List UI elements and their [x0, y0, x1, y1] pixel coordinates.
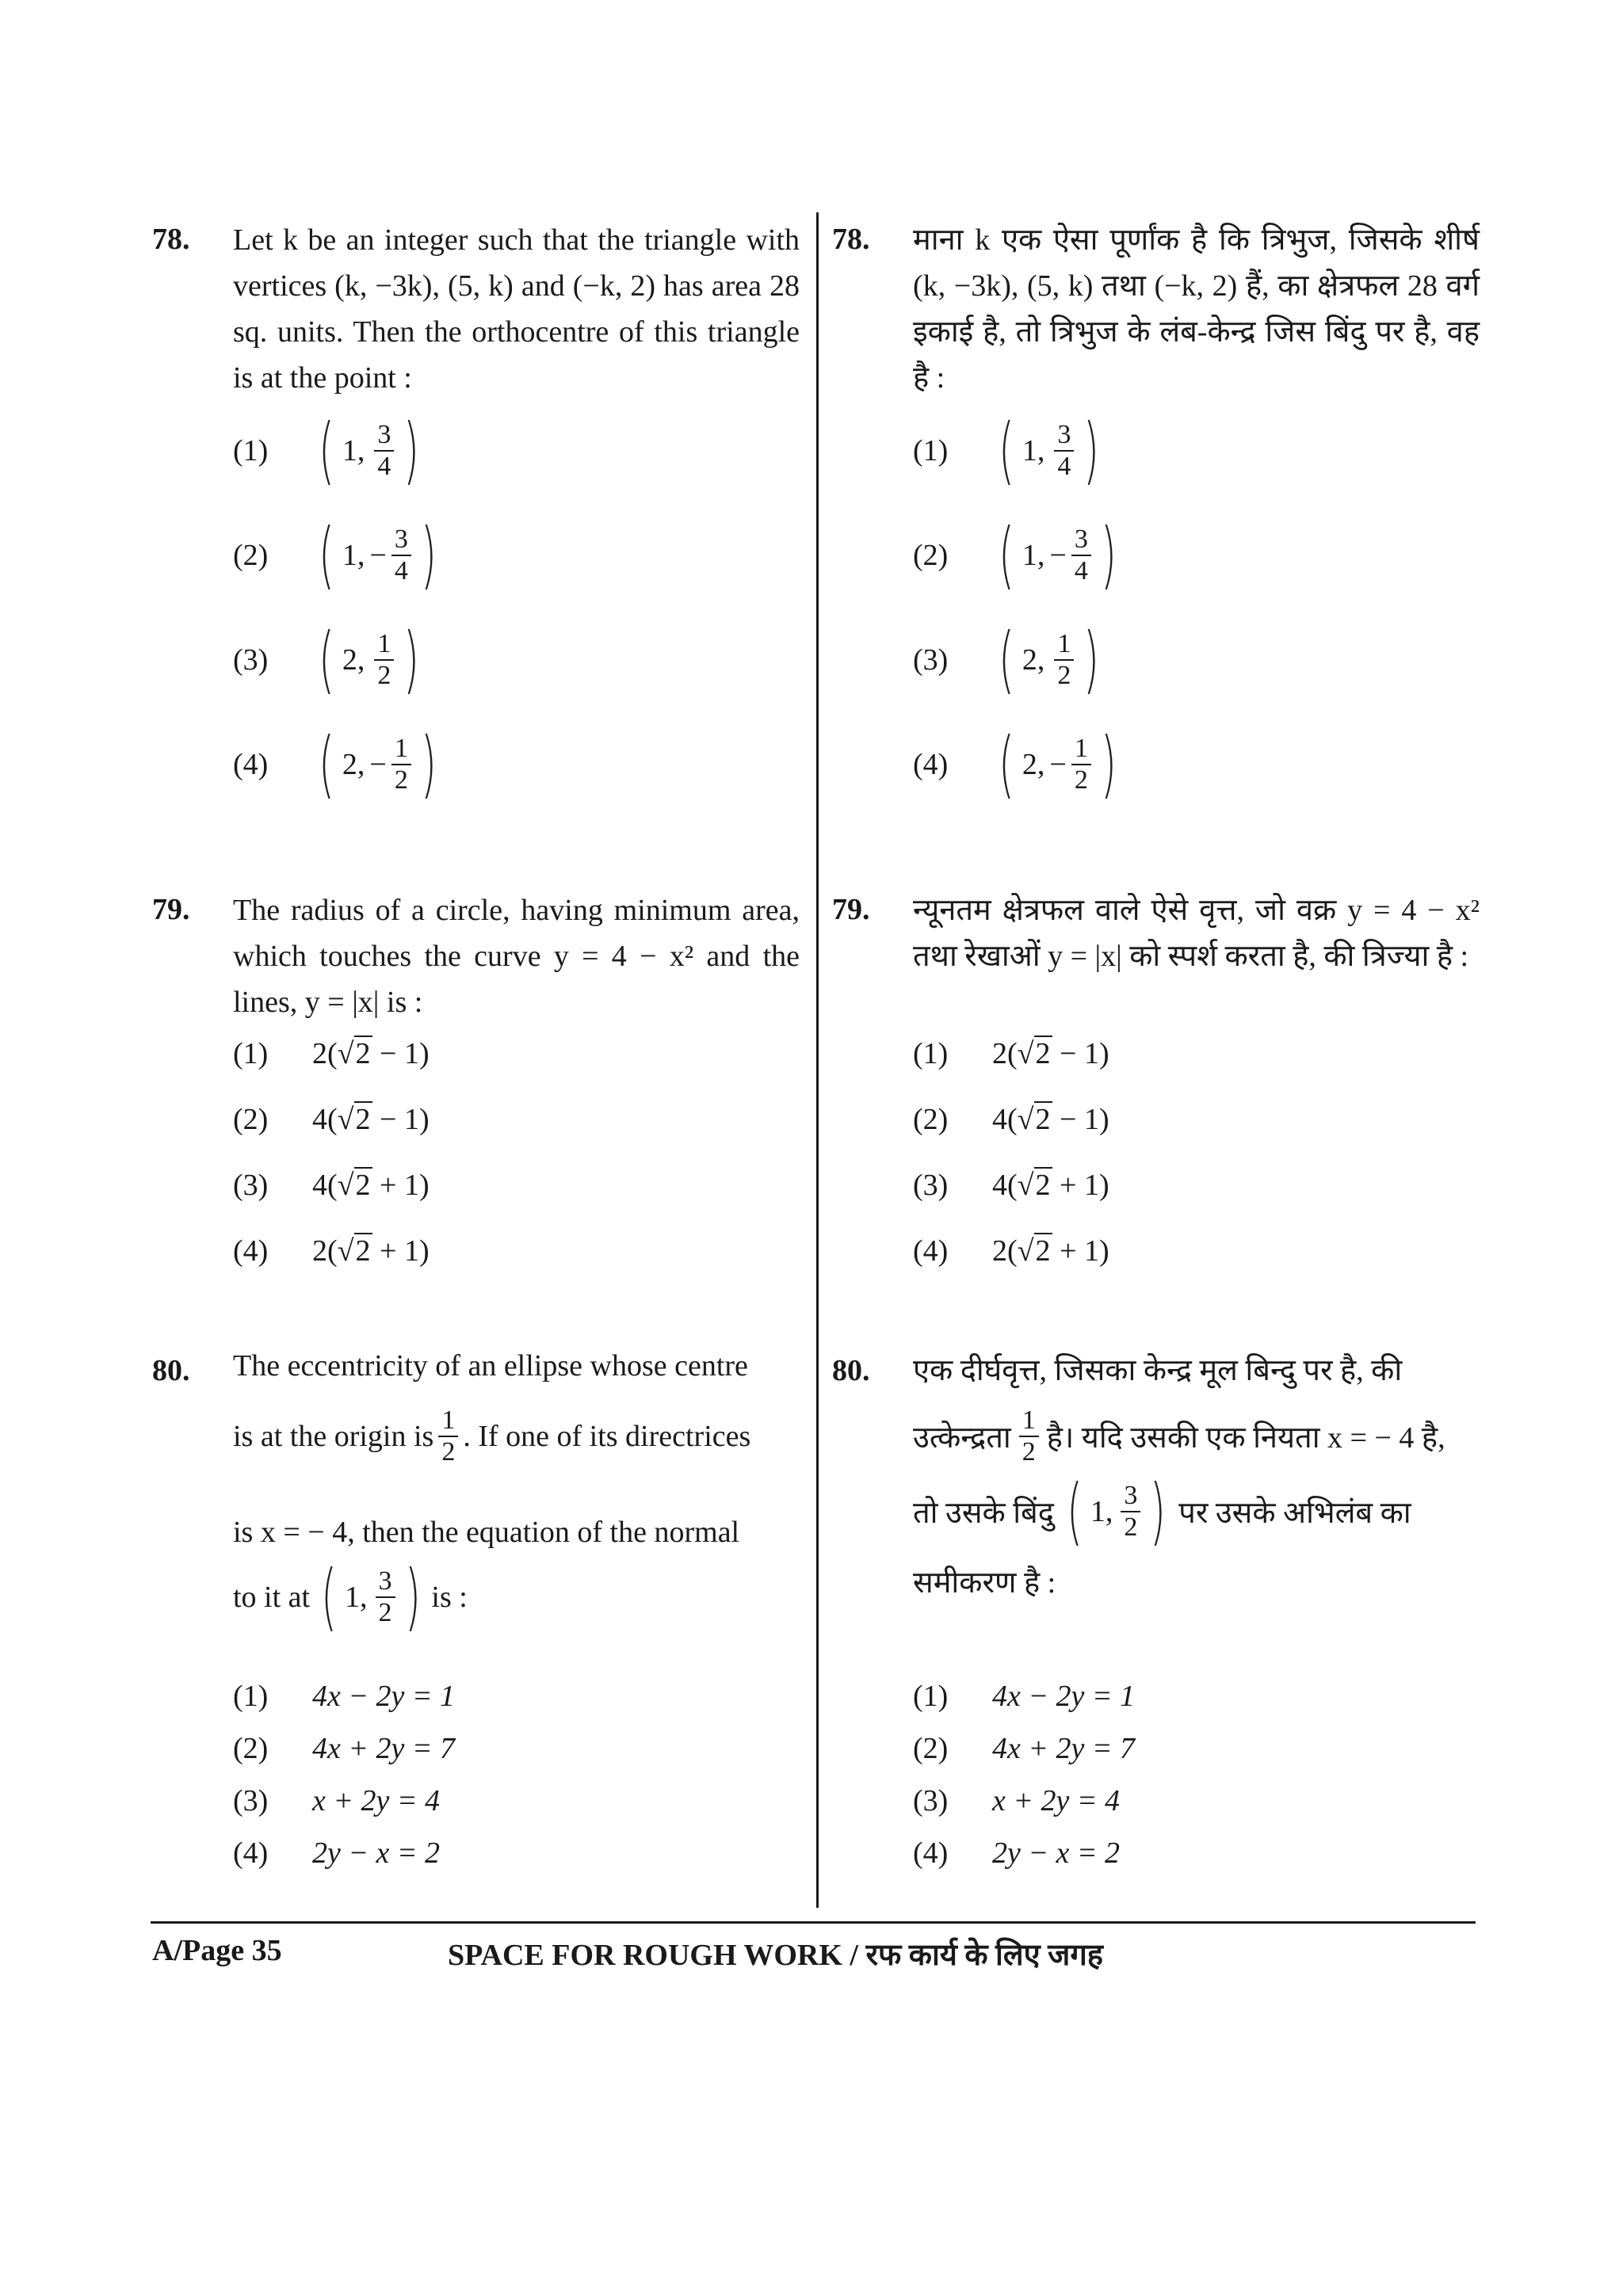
option-4: [913, 722, 1123, 807]
fraction-denominator: 4: [374, 450, 394, 482]
option-number: (4): [913, 1234, 949, 1268]
sqrt-icon: √2: [337, 1169, 371, 1202]
fraction-numerator: 3: [1074, 524, 1088, 554]
option-number: (3): [233, 1169, 269, 1202]
right-paren-icon: ): [404, 1554, 421, 1639]
option-value: [992, 1102, 1109, 1137]
left-paren-icon: (: [319, 513, 334, 597]
option-number: (1): [233, 1680, 269, 1713]
option-4: [233, 1836, 440, 1871]
option-2: [913, 1731, 1135, 1766]
fraction: [374, 629, 394, 691]
question-text-line: एक दीर्घवृत्त, जिसका केन्द्र मूल बिन्दु पर है, की: [913, 1354, 1403, 1387]
fraction-denominator: 4: [391, 555, 411, 586]
text-fragment: उत्केन्द्रता: [913, 1421, 1011, 1455]
fraction-numerator: 1: [394, 734, 408, 763]
option-value: 4x − 2y = 1: [312, 1680, 456, 1713]
text-fragment: is :: [431, 1581, 468, 1614]
option-2: [913, 1102, 1109, 1137]
option-value: [312, 1102, 430, 1137]
left-paren-icon: (: [999, 408, 1014, 493]
option-2: [233, 1731, 455, 1766]
option-number: (3): [233, 1784, 269, 1817]
radicand: 2: [1035, 1037, 1051, 1070]
point: [312, 408, 426, 493]
point-x: 1,: [345, 1581, 368, 1614]
fraction-numerator: 3: [378, 1566, 392, 1596]
question-number: 78.: [152, 223, 190, 256]
option-number: (4): [233, 1836, 269, 1870]
expr-prefix: 2(: [312, 1037, 338, 1070]
question-text-line: [913, 1405, 1480, 1467]
fraction-denominator: 4: [1054, 450, 1074, 482]
fraction-numerator: 1: [1022, 1405, 1036, 1435]
option-3: [913, 1168, 1109, 1203]
radicand: 2: [1035, 1169, 1051, 1202]
expr-suffix: − 1): [1052, 1103, 1109, 1136]
point: [312, 513, 443, 597]
option-1: [913, 408, 1106, 493]
question-text-line: [233, 1405, 800, 1467]
right-paren-icon: ): [1100, 722, 1117, 807]
point: [312, 722, 443, 807]
option-value: 4x − 2y = 1: [992, 1680, 1136, 1713]
expr-prefix: 4(: [312, 1169, 338, 1202]
question-number: 79.: [152, 893, 190, 926]
fraction: [391, 734, 411, 795]
option-4: [233, 1234, 430, 1268]
sqrt-icon: √2: [1017, 1234, 1051, 1268]
point: [312, 617, 426, 702]
fraction-numerator: 1: [441, 1405, 456, 1435]
footer-rule: [151, 1921, 1476, 1924]
left-paren-icon: (: [319, 617, 334, 702]
point-x: 2,: [1022, 748, 1045, 781]
option-3: [913, 1783, 1120, 1818]
option-value: [992, 1036, 1109, 1071]
question-text: Let k be an integer such that the triangle with vertices (k, −3k), (5, k) and (−k, 2) has area 28 sq. units. Then the orthocentre of this triangle is at the point :: [233, 223, 800, 395]
option-2: [233, 513, 443, 597]
fraction-numerator: 3: [1124, 1481, 1138, 1510]
option-value: 4x + 2y = 7: [992, 1732, 1136, 1765]
text-fragment: . If one of its directrices: [463, 1420, 751, 1453]
radicand: 2: [1035, 1103, 1051, 1136]
left-paren-icon: (: [321, 1554, 337, 1639]
fraction: [1054, 629, 1074, 691]
option-value: 2y − x = 2: [992, 1836, 1121, 1870]
question-text-line: [233, 1554, 800, 1639]
option-3: [233, 1168, 430, 1203]
option-number: (2): [233, 539, 269, 572]
point: [992, 408, 1106, 493]
question-text-line: The eccentricity of an ellipse whose centre: [233, 1349, 748, 1383]
expr-suffix: + 1): [1052, 1234, 1109, 1268]
option-number: (3): [913, 1784, 949, 1817]
option-value: 4x + 2y = 7: [312, 1732, 456, 1765]
point-x: 2,: [342, 748, 365, 781]
option-1: [233, 408, 426, 493]
fraction: [376, 1566, 395, 1628]
option-number: (1): [913, 1680, 949, 1713]
sqrt-icon: √2: [1017, 1037, 1051, 1070]
sqrt-icon: √2: [337, 1234, 371, 1268]
option-value: [312, 1168, 430, 1203]
option-1: [913, 1679, 1135, 1714]
option-number: (4): [233, 1234, 269, 1268]
option-2: [233, 1102, 430, 1137]
right-paren-icon: ): [1100, 513, 1117, 597]
option-value: [312, 1234, 430, 1268]
point-x: 1,: [1090, 1495, 1113, 1528]
sign: −: [369, 539, 387, 572]
option-number: (4): [233, 748, 269, 781]
fraction: [374, 420, 394, 482]
point-x: 1,: [1022, 539, 1045, 572]
fraction: [1071, 524, 1091, 586]
text-fragment: is at the origin is: [233, 1420, 434, 1453]
expr-suffix: + 1): [1052, 1169, 1109, 1202]
point-x: 1,: [342, 434, 365, 467]
expr-suffix: + 1): [372, 1234, 430, 1268]
fraction-denominator: 2: [374, 659, 394, 691]
question-text-line: समीकरण है :: [913, 1566, 1056, 1600]
fraction: [1121, 1481, 1140, 1543]
expr-prefix: 4(: [312, 1103, 338, 1136]
expr-prefix: 4(: [992, 1103, 1018, 1136]
option-3: [913, 617, 1106, 702]
sign: −: [1049, 539, 1067, 572]
radicand: 2: [1035, 1234, 1051, 1268]
fraction-numerator: 3: [377, 420, 391, 449]
right-paren-icon: ): [1083, 408, 1100, 493]
text-fragment: तो उसके बिंदु: [913, 1497, 1054, 1530]
expr-prefix: 2(: [312, 1234, 338, 1268]
fraction-numerator: 1: [377, 629, 391, 658]
question-text: न्यूनतम क्षेत्रफल वाले ऐसे वृत्त, जो वक्र y = 4 − x² तथा रेखाओं y = |x| को स्पर्श करता है, की त्रिज्या है :: [913, 894, 1480, 973]
option-number: (1): [233, 434, 269, 467]
point: [992, 617, 1106, 702]
left-paren-icon: (: [1067, 1469, 1083, 1554]
option-value: [992, 1168, 1109, 1203]
sign: −: [369, 748, 387, 781]
right-paren-icon: ): [420, 722, 437, 807]
option-1: [233, 1679, 455, 1714]
sqrt-icon: √2: [337, 1103, 371, 1136]
option-number: (4): [913, 748, 949, 781]
sqrt-icon: √2: [1017, 1103, 1051, 1136]
point: [992, 513, 1123, 597]
expr-prefix: 4(: [992, 1169, 1018, 1202]
option-number: (1): [913, 434, 949, 467]
rough-work-label: SPACE FOR ROUGH WORK / रफ कार्य के लिए जगह: [448, 1939, 1103, 1972]
option-number: (4): [913, 1836, 949, 1870]
fraction: [438, 1405, 458, 1467]
option-value: [312, 1036, 430, 1071]
option-number: (2): [913, 1732, 949, 1765]
question-number: 78.: [832, 223, 870, 256]
sign: −: [1049, 748, 1067, 781]
left-paren-icon: (: [999, 617, 1014, 702]
question-text-line: is x = − 4, then the equation of the normal: [233, 1516, 740, 1549]
option-2: [913, 513, 1123, 597]
fraction-numerator: 1: [1074, 734, 1088, 763]
left-paren-icon: (: [319, 722, 334, 807]
option-4: [913, 1234, 1109, 1268]
page-number: A/Page 35: [152, 1934, 282, 1967]
option-value: [992, 1234, 1109, 1268]
point: [1060, 1469, 1172, 1554]
expr-suffix: − 1): [372, 1103, 430, 1136]
fraction-denominator: 2: [1121, 1511, 1140, 1543]
question-number: 79.: [832, 893, 870, 926]
option-number: (1): [233, 1037, 269, 1070]
point: [315, 1554, 426, 1639]
question-text-line: [913, 1469, 1480, 1554]
text-fragment: to it at: [233, 1581, 311, 1614]
text-fragment: है। यदि उसकी एक नियता x = − 4 है,: [1046, 1421, 1445, 1455]
option-number: (2): [233, 1732, 269, 1765]
point-x: 2,: [342, 643, 365, 677]
expr-suffix: − 1): [372, 1037, 430, 1070]
fraction-denominator: 2: [438, 1436, 458, 1467]
option-number: (1): [913, 1037, 949, 1070]
fraction-numerator: 3: [1057, 420, 1071, 449]
option-1: [233, 1036, 430, 1071]
fraction: [391, 524, 411, 586]
question-number: 80.: [152, 1354, 190, 1387]
radicand: 2: [355, 1037, 371, 1070]
sqrt-icon: √2: [1017, 1169, 1051, 1202]
fraction-denominator: 2: [1019, 1436, 1039, 1467]
fraction: [1071, 734, 1091, 795]
left-paren-icon: (: [999, 722, 1014, 807]
option-4: [233, 722, 443, 807]
question-text: The radius of a circle, having minimum area, which touches the curve y = 4 − x² and the lines, y = |x| is :: [233, 894, 800, 1019]
fraction-denominator: 2: [1071, 764, 1091, 795]
question-number: 80.: [832, 1354, 870, 1387]
fraction-numerator: 1: [1057, 629, 1071, 658]
point-x: 1,: [342, 539, 365, 572]
expr-suffix: + 1): [372, 1169, 430, 1202]
left-paren-icon: (: [999, 513, 1014, 597]
fraction: [1019, 1405, 1039, 1467]
right-paren-icon: ): [420, 513, 437, 597]
expr-prefix: 2(: [992, 1234, 1018, 1268]
fraction-numerator: 3: [394, 524, 408, 554]
point: [992, 722, 1123, 807]
option-number: (2): [913, 1103, 949, 1136]
text-fragment: पर उसके अभिलंब का: [1178, 1497, 1411, 1530]
expr-prefix: 2(: [992, 1037, 1018, 1070]
radicand: 2: [355, 1234, 371, 1268]
option-3: [233, 617, 426, 702]
fraction-denominator: 2: [391, 764, 411, 795]
sqrt-icon: √2: [337, 1037, 371, 1070]
point-x: 2,: [1022, 643, 1045, 677]
radicand: 2: [355, 1169, 371, 1202]
fraction: [1054, 420, 1074, 482]
point-x: 1,: [1022, 434, 1045, 467]
right-paren-icon: ): [403, 617, 420, 702]
option-3: [233, 1783, 440, 1818]
column-divider: [816, 212, 819, 1908]
option-value: x + 2y = 4: [312, 1784, 441, 1817]
right-paren-icon: ): [403, 408, 420, 493]
option-1: [913, 1036, 1109, 1071]
left-paren-icon: (: [319, 408, 334, 493]
option-number: (3): [913, 1169, 949, 1202]
right-paren-icon: ): [1150, 1469, 1167, 1554]
question-text: माना k एक ऐसा पूर्णांक है कि त्रिभुज, जिसके शीर्ष (k, −3k), (5, k) तथा (−k, 2) हैं, का क्षेत्रफल 28 वर्ग इकाई है, तो त्रिभुज के लंब-केन्द्र जिस बिंदु पर है, वह है :: [913, 223, 1480, 395]
fraction-denominator: 4: [1071, 555, 1091, 586]
option-number: (2): [913, 539, 949, 572]
option-number: (2): [233, 1103, 269, 1136]
right-paren-icon: ): [1083, 617, 1100, 702]
option-number: (3): [913, 643, 949, 677]
option-number: (3): [233, 643, 269, 677]
fraction-denominator: 2: [376, 1596, 395, 1628]
expr-suffix: − 1): [1052, 1037, 1109, 1070]
radicand: 2: [355, 1103, 371, 1136]
option-4: [913, 1836, 1120, 1871]
option-value: x + 2y = 4: [992, 1784, 1121, 1817]
fraction-denominator: 2: [1054, 659, 1074, 691]
option-value: 2y − x = 2: [312, 1836, 441, 1870]
